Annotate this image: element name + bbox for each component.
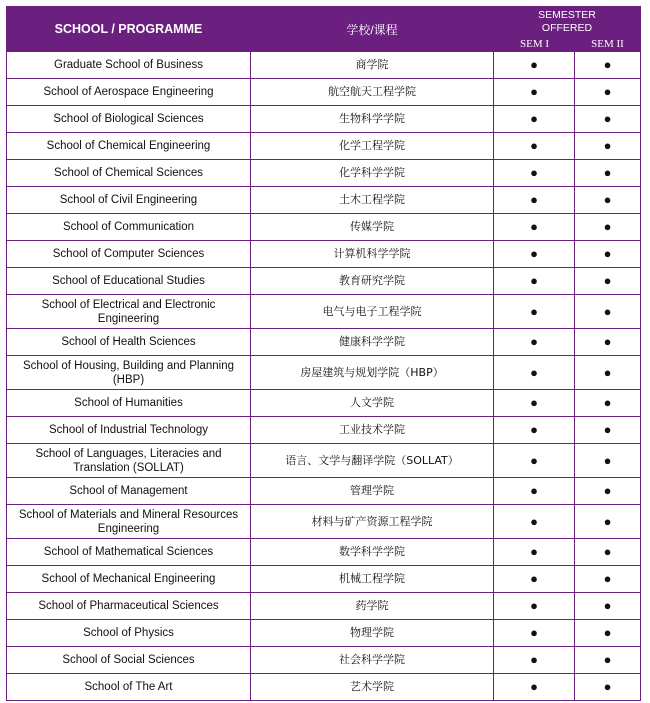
- header-sem2: SEM II: [591, 38, 624, 50]
- sem2-offered-mark: ●: [575, 478, 641, 505]
- programme-name-chinese: 电气与电子工程学院: [251, 295, 494, 329]
- sem2-offered-mark: ●: [575, 620, 641, 647]
- programme-name: School of Social Sciences: [7, 647, 251, 674]
- sem1-offered-mark: ●: [494, 620, 575, 647]
- sem1-offered-mark: ●: [494, 52, 575, 79]
- sem2-offered-mark: ●: [575, 417, 641, 444]
- programme-name-chinese: 计算机科学学院: [251, 241, 494, 268]
- header-offered-label: OFFERED: [541, 22, 593, 34]
- sem2-offered-mark: ●: [575, 444, 641, 478]
- programme-name: School of The Art: [7, 674, 251, 701]
- sem2-offered-mark: ●: [575, 505, 641, 539]
- programme-name: School of Communication: [7, 214, 251, 241]
- sem1-offered-mark: ●: [494, 390, 575, 417]
- programme-name: School of Housing, Building and Planning (HBP): [7, 356, 251, 390]
- programme-table-container: [6, 6, 641, 701]
- table-row: [7, 52, 641, 79]
- table-row: [7, 79, 641, 106]
- programme-name-chinese: 房屋建筑与规划学院（HBP）: [251, 356, 494, 390]
- header-semester-label: SEMESTER: [538, 9, 596, 21]
- sem1-offered-mark: ●: [494, 79, 575, 106]
- programme-name: School of Aerospace Engineering: [7, 79, 251, 106]
- table-row: [7, 106, 641, 133]
- programme-name-chinese: 管理学院: [251, 478, 494, 505]
- table-header-row: [7, 7, 641, 52]
- table-row: [7, 593, 641, 620]
- programme-name: School of Electrical and Electronic Engineering: [7, 295, 251, 329]
- table-row: [7, 268, 641, 295]
- sem2-offered-mark: ●: [575, 647, 641, 674]
- programme-name: School of Physics: [7, 620, 251, 647]
- sem1-offered-mark: ●: [494, 539, 575, 566]
- sem2-offered-mark: ●: [575, 52, 641, 79]
- sem2-offered-mark: ●: [575, 593, 641, 620]
- sem1-offered-mark: ●: [494, 329, 575, 356]
- sem1-offered-mark: ●: [494, 187, 575, 214]
- table-row: [7, 329, 641, 356]
- sem2-offered-mark: ●: [575, 295, 641, 329]
- header-sem1: SEM I: [519, 38, 550, 50]
- programme-name-chinese: 教育研究学院: [251, 268, 494, 295]
- sem2-offered-mark: ●: [575, 329, 641, 356]
- sem2-offered-mark: ●: [575, 390, 641, 417]
- header-programme-chinese: 学校/课程: [251, 7, 494, 52]
- sem2-offered-mark: ●: [575, 674, 641, 701]
- sem1-offered-mark: ●: [494, 160, 575, 187]
- table-row: [7, 295, 641, 329]
- programme-name-chinese: 生物科学学院: [251, 106, 494, 133]
- programme-name-chinese: 航空航天工程学院: [251, 79, 494, 106]
- sem1-offered-mark: ●: [494, 417, 575, 444]
- programme-name-chinese: 商学院: [251, 52, 494, 79]
- programme-name: School of Materials and Mineral Resources Engineering: [7, 505, 251, 539]
- programme-name-chinese: 工业技术学院: [251, 417, 494, 444]
- table-row: [7, 133, 641, 160]
- programme-name-chinese: 传媒学院: [251, 214, 494, 241]
- programme-name: School of Computer Sciences: [7, 241, 251, 268]
- sem2-offered-mark: ●: [575, 356, 641, 390]
- programme-name-chinese: 物理学院: [251, 620, 494, 647]
- sem1-offered-mark: ●: [494, 593, 575, 620]
- programme-name-chinese: 化学科学学院: [251, 160, 494, 187]
- programme-name: School of Chemical Engineering: [7, 133, 251, 160]
- sem1-offered-mark: ●: [494, 674, 575, 701]
- programme-table: [6, 6, 641, 701]
- programme-name-chinese: 社会科学学院: [251, 647, 494, 674]
- sem1-offered-mark: ●: [494, 566, 575, 593]
- sem2-offered-mark: ●: [575, 160, 641, 187]
- sem1-offered-mark: ●: [494, 647, 575, 674]
- sem2-offered-mark: ●: [575, 79, 641, 106]
- programme-name: School of Languages, Literacies and Translation (SOLLAT): [7, 444, 251, 478]
- sem1-offered-mark: ●: [494, 356, 575, 390]
- sem1-offered-mark: ●: [494, 268, 575, 295]
- table-row: [7, 187, 641, 214]
- programme-name-chinese: 机械工程学院: [251, 566, 494, 593]
- sem1-offered-mark: ●: [494, 478, 575, 505]
- programme-name-chinese: 健康科学学院: [251, 329, 494, 356]
- programme-name: School of Chemical Sciences: [7, 160, 251, 187]
- programme-name-chinese: 人文学院: [251, 390, 494, 417]
- programme-name: Graduate School of Business: [7, 52, 251, 79]
- table-row: [7, 674, 641, 701]
- table-row: [7, 214, 641, 241]
- sem1-offered-mark: ●: [494, 505, 575, 539]
- sem2-offered-mark: ●: [575, 566, 641, 593]
- table-row: [7, 417, 641, 444]
- sem2-offered-mark: ●: [575, 106, 641, 133]
- sem1-offered-mark: ●: [494, 214, 575, 241]
- table-row: [7, 160, 641, 187]
- programme-name: School of Mechanical Engineering: [7, 566, 251, 593]
- table-row: [7, 241, 641, 268]
- programme-name: School of Mathematical Sciences: [7, 539, 251, 566]
- sem1-offered-mark: ●: [494, 106, 575, 133]
- table-row: [7, 356, 641, 390]
- table-row: [7, 444, 641, 478]
- programme-name: School of Biological Sciences: [7, 106, 251, 133]
- sem2-offered-mark: ●: [575, 133, 641, 160]
- programme-name: School of Management: [7, 478, 251, 505]
- programme-name-chinese: 艺术学院: [251, 674, 494, 701]
- table-row: [7, 539, 641, 566]
- header-programme: SCHOOL / PROGRAMME: [7, 7, 251, 52]
- programme-name: School of Humanities: [7, 390, 251, 417]
- sem2-offered-mark: ●: [575, 214, 641, 241]
- programme-name-chinese: 材料与矿产资源工程学院: [251, 505, 494, 539]
- programme-name: School of Educational Studies: [7, 268, 251, 295]
- table-row: [7, 478, 641, 505]
- table-row: [7, 647, 641, 674]
- programme-name-chinese: 土木工程学院: [251, 187, 494, 214]
- sem2-offered-mark: ●: [575, 187, 641, 214]
- programme-name: School of Health Sciences: [7, 329, 251, 356]
- programme-name-chinese: 药学院: [251, 593, 494, 620]
- sem1-offered-mark: ●: [494, 444, 575, 478]
- programme-name: School of Civil Engineering: [7, 187, 251, 214]
- table-body: [7, 52, 641, 701]
- table-row: [7, 566, 641, 593]
- table-row: [7, 620, 641, 647]
- programme-name-chinese: 数学科学学院: [251, 539, 494, 566]
- programme-name-chinese: 语言、文学与翻译学院（SOLLAT）: [251, 444, 494, 478]
- table-row: [7, 505, 641, 539]
- sem2-offered-mark: ●: [575, 268, 641, 295]
- header-semester-offered: [494, 7, 641, 52]
- sem1-offered-mark: ●: [494, 295, 575, 329]
- programme-name: School of Pharmaceutical Sciences: [7, 593, 251, 620]
- programme-name-chinese: 化学工程学院: [251, 133, 494, 160]
- sem2-offered-mark: ●: [575, 241, 641, 268]
- programme-name: School of Industrial Technology: [7, 417, 251, 444]
- sem1-offered-mark: ●: [494, 241, 575, 268]
- table-row: [7, 390, 641, 417]
- sem2-offered-mark: ●: [575, 539, 641, 566]
- sem1-offered-mark: ●: [494, 133, 575, 160]
